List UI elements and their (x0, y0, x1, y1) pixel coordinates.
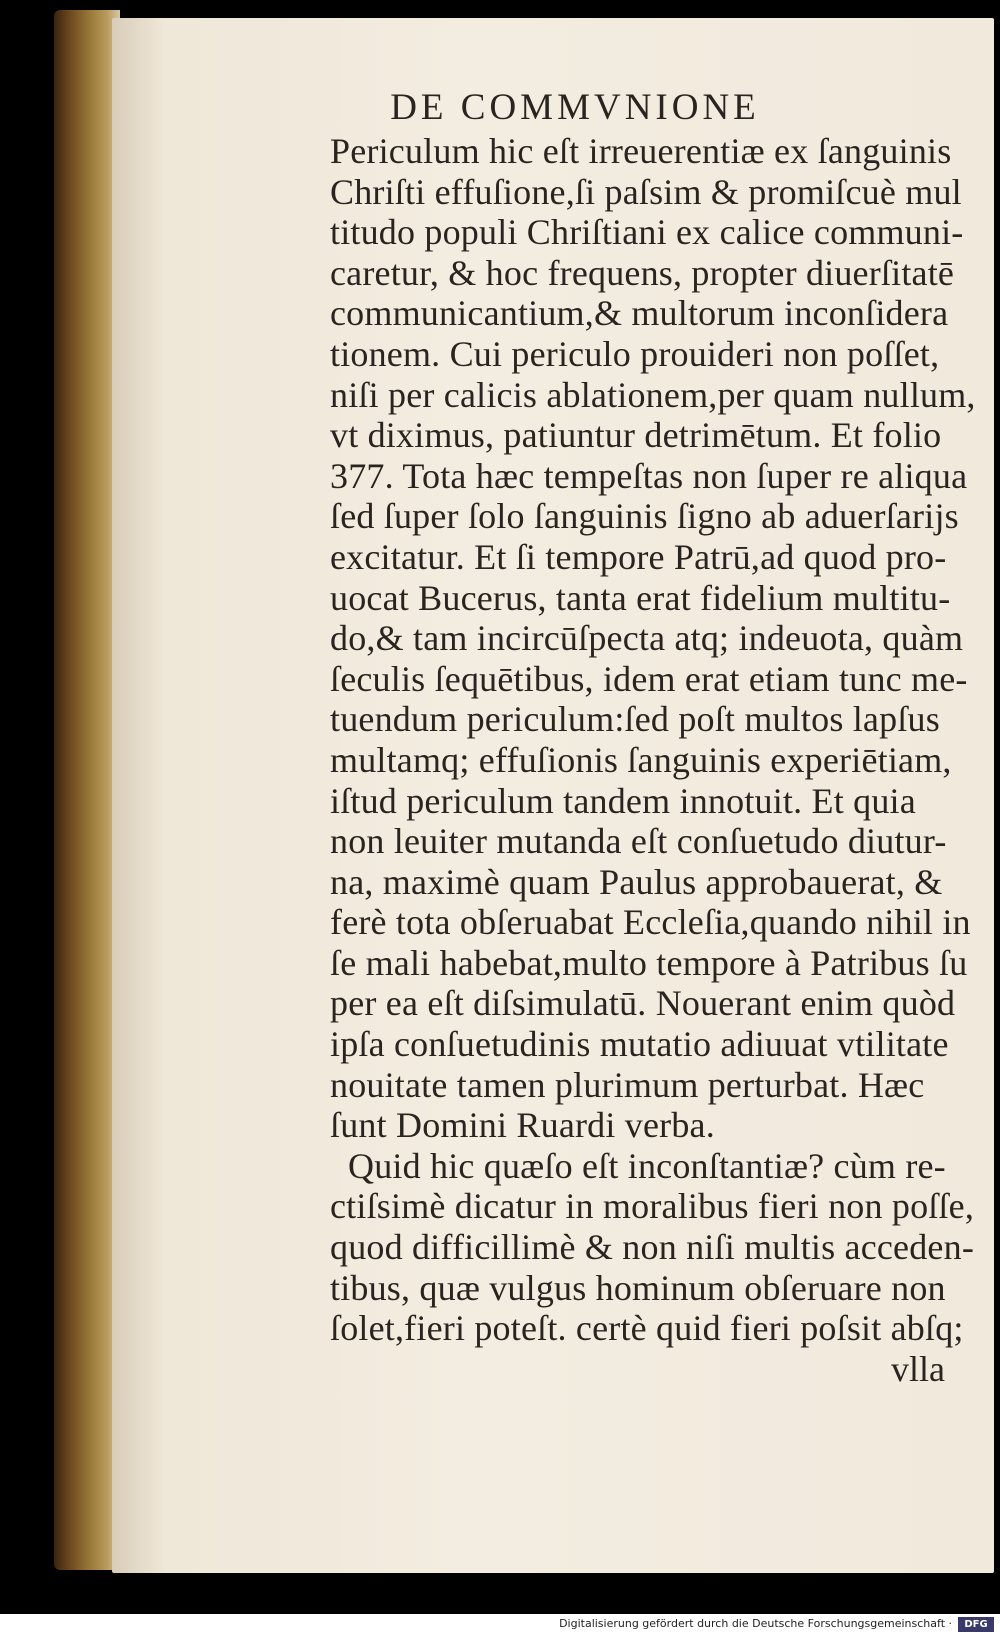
text-line: multamq; effuſionis ſanguinis experiētiam, (330, 739, 952, 780)
digitization-footer (0, 1614, 1000, 1636)
text-line: do,& tam incircūſpecta atq; indeuota, quàm (330, 618, 964, 659)
text-line: Periculum hic eſt irreuerentiæ ex ſanguinis (330, 131, 952, 171)
text-line: Quid hic quæſo eſt inconſtantiæ? cùm re- (348, 1145, 946, 1186)
dfg-logo: DFG (958, 1617, 994, 1632)
text-line: tibus, quæ vulgus hominum obſeruare non (330, 1267, 946, 1308)
text-line: niſi per calicis ablationem,per quam nullum, (330, 374, 976, 415)
text-line: communicantium,& multorum inconſidera (330, 293, 949, 334)
running-header: DE COMMVNIONE (390, 87, 760, 128)
text-line: iſtud periculum tandem innotuit. Et quia (330, 780, 916, 821)
text-line: non leuiter mutanda eſt conſuetudo diutur- (330, 821, 947, 862)
text-line: per ea eſt diſsimulatū. Nouerant enim quòd (330, 983, 956, 1024)
text-line: ferè tota obſeruabat Eccleſia,quando nihil in (330, 902, 971, 943)
text-line: 377. Tota hæc tempeſtas non ſuper re aliqua (330, 455, 968, 496)
text-line: tionem. Cui periculo prouideri non poſſet, (330, 333, 940, 374)
text-line: na, maximè quam Paulus approbauerat, & (330, 861, 943, 902)
text-line: ſunt Domini Ruardi verba. (330, 1105, 715, 1146)
funding-note: Digitalisierung gefördert durch die Deutsche Forschungsgemeinschaft · (559, 1617, 952, 1630)
text-line: tuendum periculum:ſed poſt multos lapſus (330, 699, 940, 740)
text-line: ſeculis ſequētibus, idem erat etiam tunc me- (330, 658, 968, 699)
text-line: quod difficillimè & non niſi multis acceden- (330, 1227, 975, 1268)
text-line: Chriſti effuſione,ſi paſsim & promiſcuè mul (330, 171, 962, 212)
text-line: ipſa conſuetudinis mutatio adiuuat vtilitate (330, 1024, 949, 1065)
text-line: ſed ſuper ſolo ſanguinis ſigno ab aduerſarijs (330, 496, 959, 537)
text-line: ctiſsimè dicatur in moralibus fieri non poſſe, (330, 1186, 975, 1227)
page-content (330, 85, 995, 1389)
text-line: ſe mali habebat,multo tempore à Patribus ſu (330, 942, 968, 983)
text-line: uocat Bucerus, tanta erat fidelium multitu- (330, 577, 951, 618)
text-line: ſolet,fieri poteſt. certè quid fieri poſsit abſq; (330, 1308, 964, 1349)
text-block (330, 131, 995, 1349)
text-line: titudo populi Chriſtiani ex calice communi- (330, 212, 964, 253)
text-line: caretur, & hoc frequens, propter diuerſitatē (330, 252, 955, 293)
text-line: excitatur. Et ſi tempore Patrū,ad quod pro- (330, 536, 947, 577)
text-line: vt diximus, patiuntur detrimētum. Et folio (330, 415, 942, 456)
text-line: nouitate tamen plurimum perturbat. Hæc (330, 1064, 925, 1105)
catchword: vlla (891, 1348, 945, 1389)
book-fore-edge (54, 10, 120, 1570)
